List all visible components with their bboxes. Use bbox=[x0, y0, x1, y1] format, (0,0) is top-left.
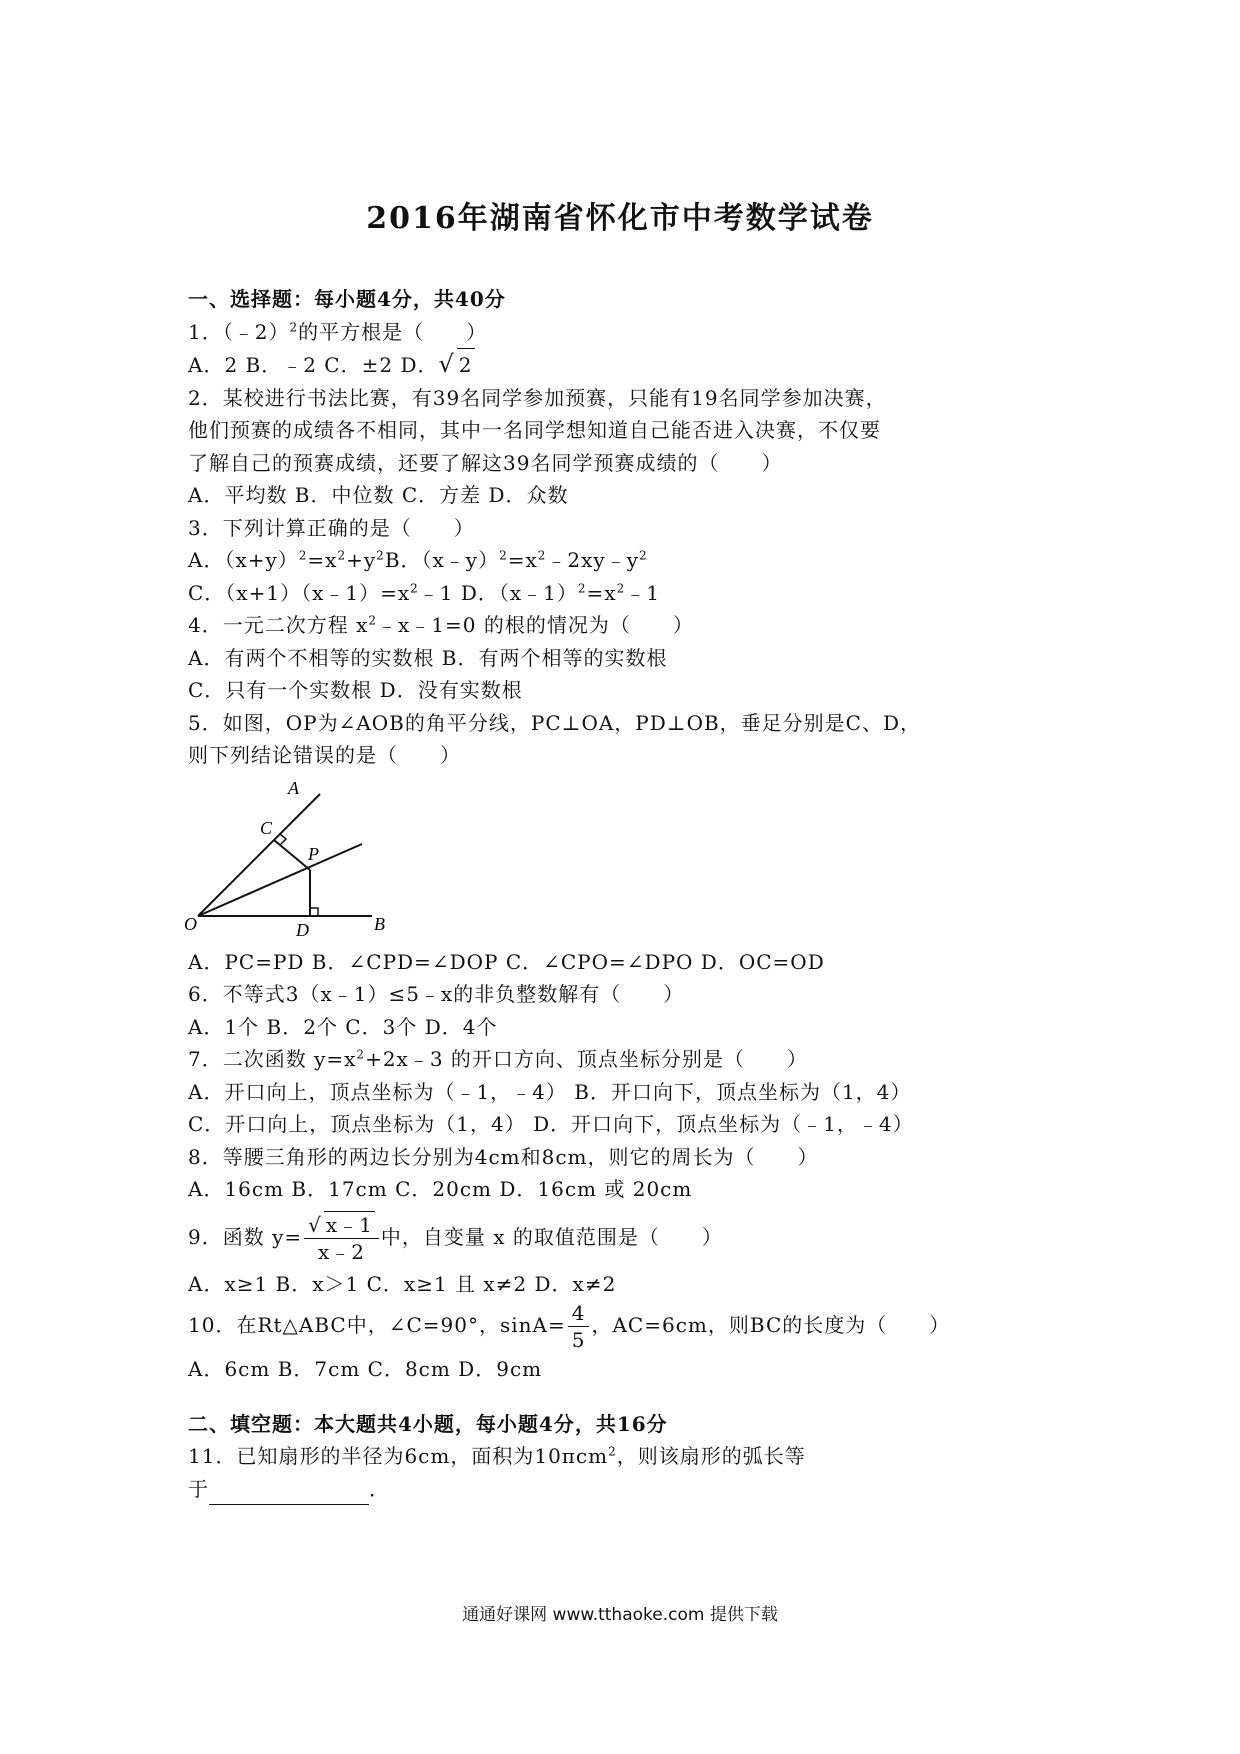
question-3-stem: 3．下列计算正确的是（ ） bbox=[188, 515, 475, 540]
angle-bisector-figure bbox=[184, 780, 404, 940]
question-5-line-2: 则下列结论错误的是（ ） bbox=[188, 743, 461, 767]
question-6-options: A．1个 B．2个 C．3个 D．4个 bbox=[188, 1014, 498, 1039]
question-2-line-1: 2．某校进行书法比赛，有39名同学参加预赛，只能有19名同学参加决赛， bbox=[188, 385, 887, 410]
question-9-stem: 9．函数 y= $\frac{√ x﹣1}{x﹣2}$ 中，自变量 x 的取值范围是（ ） bbox=[188, 1213, 723, 1264]
question-1-options: A．2 B．﹣2 C．±2 D．√ 2 bbox=[188, 348, 1068, 382]
label-o: O bbox=[184, 913, 197, 934]
question-2-line-2: 他们预赛的成绩各不相同，其中一名同学想知道自己能否进入决赛，不仅要 bbox=[188, 418, 881, 442]
question-3-options-ab: A．$(x+y)^2=x^2+y^2B$．$(x﹣y)^2=x^2﹣2xy﹣y^2$ bbox=[188, 548, 648, 572]
fraction-q9: $\frac{√ x﹣1}{x﹣2}$ bbox=[304, 1211, 379, 1265]
question-2-options: A．平均数 B．中位数 C．方差 D．众数 bbox=[188, 483, 569, 507]
ray-oa bbox=[198, 794, 320, 916]
right-angle-mark-d bbox=[310, 908, 318, 916]
sqrt-symbol: √ bbox=[438, 350, 455, 378]
question-7-options-1: A．开口向上，顶点坐标为（﹣1，﹣4） B．开口向下，顶点坐标为（1，4） bbox=[188, 1079, 912, 1104]
question-4-stem: 4．一元二次方程 $x^2﹣x﹣1=0$ 的根的情况为（ ） bbox=[188, 613, 694, 637]
label-p: P bbox=[308, 843, 319, 864]
question-2-line-3: 了解自己的预赛成绩，还要了解这39名同学预赛成绩的（ ） bbox=[188, 450, 783, 475]
question-11-line-2: 于 ． bbox=[188, 1473, 1068, 1506]
question-11-line-1: 11．已知扇形的半径为6cm，面积为10πcm$^2$，则该扇形的弧长等 bbox=[188, 1444, 806, 1468]
question-7-options-2: C．开口向上，顶点坐标为（1，4） D．开口向下，顶点坐标为（﹣1，﹣4） bbox=[188, 1112, 914, 1136]
label-b: B bbox=[374, 913, 385, 934]
question-5-options: A．PC=PD B．∠CPD=∠DOP C．∠CPO=∠DPO D．OC=OD bbox=[188, 949, 825, 974]
section-heading-fill: 二、填空题：本大题共4小题，每小题4分，共16分 bbox=[188, 1411, 668, 1436]
question-4-options-2: C．只有一个实数根 D．没有实数根 bbox=[188, 678, 523, 702]
label-d: D bbox=[296, 919, 309, 940]
answer-blank[interactable] bbox=[209, 1482, 369, 1505]
question-8-stem: 8．等腰三角形的两边长分别为4cm和8cm，则它的周长为（ ） bbox=[188, 1144, 819, 1169]
question-6-stem: 6．不等式3（x﹣1）≤5﹣x的非负整数解有（ ） bbox=[188, 982, 685, 1006]
question-7-stem: 7．二次函数 $y=x^2+2x﹣3$ 的开口方向、顶点坐标分别是（ ） bbox=[188, 1047, 808, 1071]
footer-watermark: 通通好课网 www.tthaoke.com 提供下载 bbox=[462, 1605, 778, 1625]
label-a: A bbox=[288, 779, 299, 798]
ray-op bbox=[198, 844, 362, 916]
question-5-line-1: 5．如图，OP为∠AOB的角平分线，PC⊥OA，PD⊥OB，垂足分别是C、D， bbox=[188, 710, 922, 735]
fraction-q10: $\frac{4}{5}$ bbox=[568, 1300, 590, 1353]
section-heading-choice: 一、选择题：每小题4分，共40分 bbox=[188, 287, 506, 311]
question-4-options-1: A．有两个不相等的实数根 B．有两个相等的实数根 bbox=[188, 645, 668, 670]
question-9-options: A．x≥1 B．x＞1 C．x≥1 且 x≠2 D．x≠2 bbox=[188, 1271, 617, 1296]
label-c: C bbox=[260, 817, 273, 838]
question-10-stem: 10．在Rt△ABC中，∠C=90°，sinA= $\frac{4}{5}$ ，AC=6cm，则BC的长度为（ ） bbox=[188, 1301, 951, 1352]
segment-pc bbox=[274, 840, 310, 870]
right-angle-mark-c bbox=[280, 834, 286, 845]
question-1-stem: 1．（﹣2）$^2$的平方根是（ ） bbox=[188, 319, 488, 344]
question-8-options: A．16cm B．17cm C．20cm D．16cm 或 20cm bbox=[188, 1177, 693, 1201]
question-3-options-cd: C．$(x+1)(x﹣1)=x^2﹣1$ D．$(x﹣1)^2=x^2﹣1$ bbox=[188, 580, 660, 605]
exam-content bbox=[184, 283, 1068, 1505]
page-title: 2016年湖南省怀化市中考数学试卷 bbox=[366, 201, 874, 236]
question-10-options: A．6cm B．7cm C．8cm D．9cm bbox=[188, 1357, 543, 1381]
